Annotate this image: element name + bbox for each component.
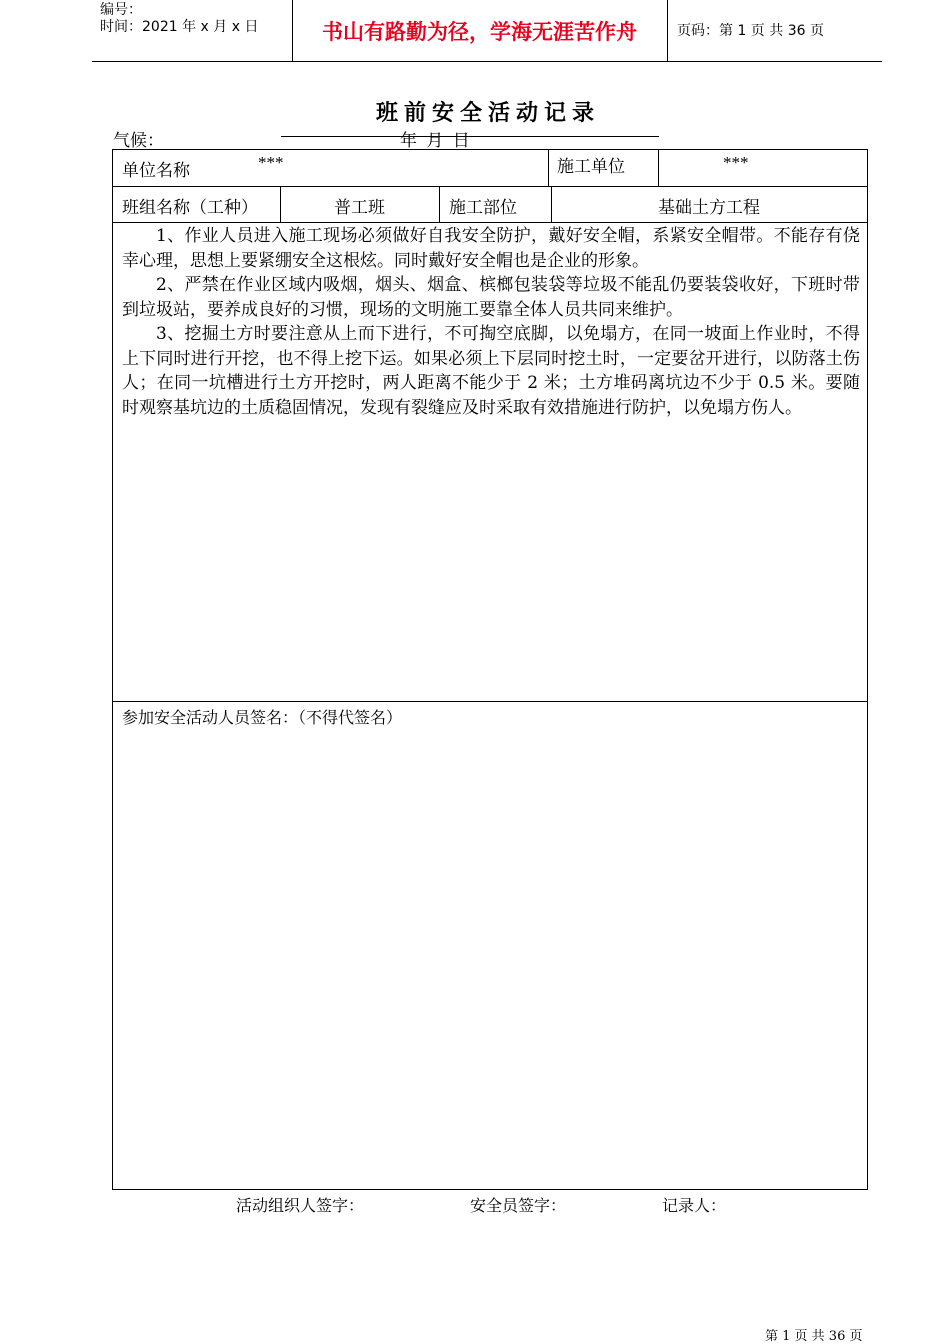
site-value: 基础土方工程: [658, 198, 760, 218]
organizer-signature-label: 活动组织人签字：: [236, 1196, 365, 1215]
header-motto: 书山有路勤为径，学海无涯苦作舟: [322, 20, 637, 44]
header-divider: [667, 0, 668, 61]
page-footer: 第 1 页 共 36 页: [765, 1329, 863, 1344]
recorder-signature-label: 记录人：: [662, 1196, 727, 1215]
unit-name-label: 单位名称: [122, 161, 190, 181]
site-label: 施工部位: [449, 198, 517, 218]
page-header: [92, 0, 882, 62]
safety-officer-signature-label: 安全员签字：: [470, 1196, 567, 1215]
briefing-paragraph: 3、挖掘土方时要注意从上而下进行，不可掏空底脚，以免塌方，在同一坡面上作业时，不得上下同时进行开挖，也不得上挖下运。如果必须上下层同时挖土时，一定要岔开进行，以防落土伤人；在同一坑槽进行土方开挖时，两人距离不能少于 2 米；土方堆码离坑边不少于 0.5 米。要随时观察基坑边的土质稳固情况，发现有裂缝应及时采取有效措施进行防护，以免塌方伤人。: [122, 324, 860, 418]
unit-name-value: ***: [258, 153, 284, 172]
document-time-label: 时间：2021 年 x 月 x 日: [100, 19, 259, 35]
header-page-info: 页码：第 1 页 共 36 页: [677, 23, 824, 39]
weather-label: 气候：: [113, 131, 164, 151]
table-col-divider: [658, 150, 659, 186]
document-title: 班前安全活动记录: [375, 101, 600, 126]
construction-unit-value: ***: [723, 153, 749, 172]
date-label: 年 月 日: [400, 131, 472, 151]
construction-unit-label: 施工单位: [557, 157, 625, 177]
briefing-paragraph: 2、严禁在作业区域内吸烟，烟头、烟盒、槟榔包装袋等垃圾不能乱仍要装袋收好，下班时带到垃圾站，要养成良好的习惯，现场的文明施工要靠全体人员共同来维护。: [122, 275, 860, 320]
safety-briefing-content: [122, 224, 860, 420]
team-name-label: 班组名称（工种）: [122, 198, 258, 218]
table-col-divider: [548, 150, 549, 186]
table-row-divider: [113, 701, 867, 702]
header-meta: [100, 2, 258, 36]
table-row-divider: [113, 186, 867, 187]
document-number-label: 编号：: [100, 2, 142, 18]
team-name-value: 普工班: [334, 198, 385, 218]
briefing-paragraph: 1、作业人员进入施工现场必须做好自我安全防护，戴好安全帽，系紧安全帽带。不能存有侥幸心理，思想上要紧绷安全这根炫。同时戴好安全帽也是企业的形象。: [122, 226, 860, 271]
table-col-divider: [439, 186, 440, 222]
table-row-divider: [113, 222, 867, 223]
participant-signature-label: 参加安全活动人员签名：（不得代签名）: [122, 708, 403, 727]
